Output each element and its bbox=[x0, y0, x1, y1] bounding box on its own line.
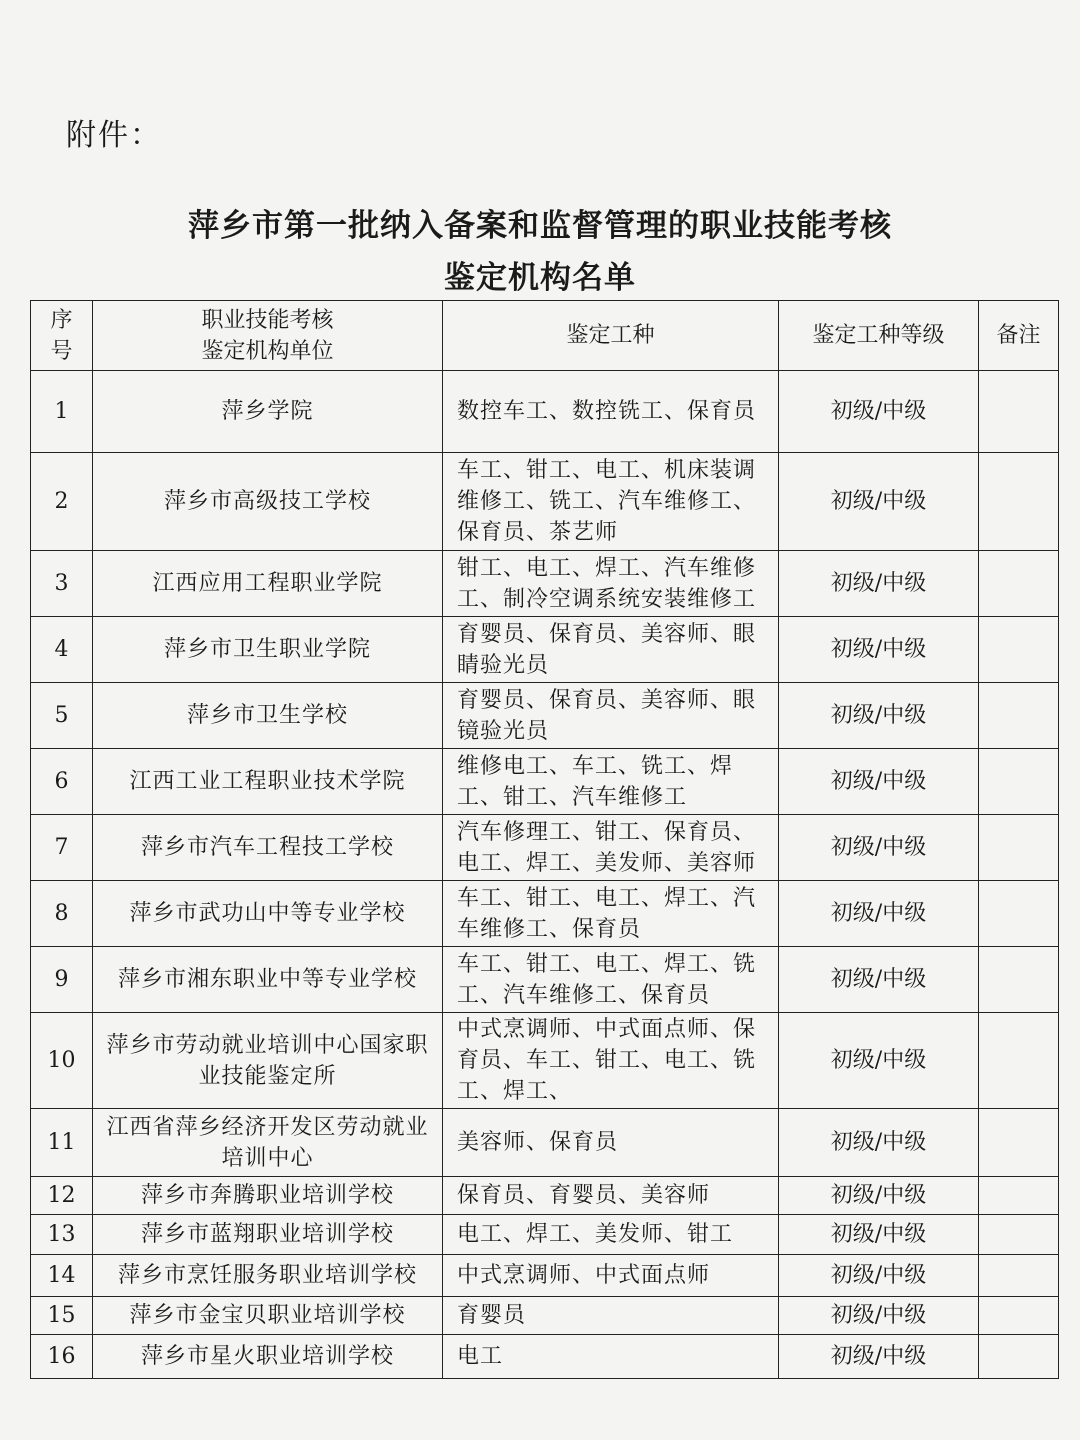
row-unit: 萍乡市蓝翔职业培训学校 bbox=[93, 1215, 443, 1255]
header-level: 鉴定工种等级 bbox=[779, 301, 979, 371]
row-seq: 10 bbox=[31, 1013, 93, 1109]
table-row bbox=[31, 1297, 1059, 1335]
row-level: 初级/中级 bbox=[779, 749, 979, 815]
row-jobs: 美容师、保育员 bbox=[443, 1109, 779, 1177]
row-seq: 1 bbox=[31, 371, 93, 453]
row-jobs: 汽车修理工、钳工、保育员、电工、焊工、美发师、美容师 bbox=[443, 815, 779, 881]
row-level: 初级/中级 bbox=[779, 881, 979, 947]
table-row bbox=[31, 815, 1059, 881]
row-unit: 萍乡市高级技工学校 bbox=[93, 453, 443, 551]
row-seq: 12 bbox=[31, 1177, 93, 1215]
document-title-line1: 萍乡市第一批纳入备案和监督管理的职业技能考核 bbox=[188, 208, 892, 244]
table-row bbox=[31, 1177, 1059, 1215]
header-unit-line2: 鉴定机构单位 bbox=[201, 338, 334, 364]
row-remark bbox=[979, 1335, 1059, 1379]
row-jobs: 电工 bbox=[443, 1335, 779, 1379]
row-jobs: 保育员、育婴员、美容师 bbox=[443, 1177, 779, 1215]
table-row bbox=[31, 453, 1059, 551]
row-level: 初级/中级 bbox=[779, 1297, 979, 1335]
header-remark: 备注 bbox=[979, 301, 1059, 371]
row-unit: 萍乡市金宝贝职业培训学校 bbox=[93, 1297, 443, 1335]
header-jobs: 鉴定工种 bbox=[443, 301, 779, 371]
row-unit: 萍乡市湘东职业中等专业学校 bbox=[93, 947, 443, 1013]
row-unit: 萍乡市汽车工程技工学校 bbox=[93, 815, 443, 881]
row-unit: 江西省萍乡经济开发区劳动就业培训中心 bbox=[93, 1109, 443, 1177]
row-level: 初级/中级 bbox=[779, 1215, 979, 1255]
row-level: 初级/中级 bbox=[779, 1335, 979, 1379]
table-header-row bbox=[31, 301, 1059, 371]
row-level: 初级/中级 bbox=[779, 683, 979, 749]
row-seq: 13 bbox=[31, 1215, 93, 1255]
table-row bbox=[31, 1013, 1059, 1109]
row-remark bbox=[979, 1255, 1059, 1297]
row-unit: 萍乡市卫生职业学院 bbox=[93, 617, 443, 683]
row-jobs: 钳工、电工、焊工、汽车维修工、制冷空调系统安装维修工 bbox=[443, 551, 779, 617]
row-seq: 15 bbox=[31, 1297, 93, 1335]
row-jobs: 维修电工、车工、铣工、焊工、钳工、汽车维修工 bbox=[443, 749, 779, 815]
row-seq: 8 bbox=[31, 881, 93, 947]
row-seq: 9 bbox=[31, 947, 93, 1013]
row-unit: 江西应用工程职业学院 bbox=[93, 551, 443, 617]
row-jobs: 育婴员 bbox=[443, 1297, 779, 1335]
table-row bbox=[31, 881, 1059, 947]
row-seq: 16 bbox=[31, 1335, 93, 1379]
row-level: 初级/中级 bbox=[779, 371, 979, 453]
row-remark bbox=[979, 1109, 1059, 1177]
row-remark bbox=[979, 1013, 1059, 1109]
header-seq-line2: 号 bbox=[50, 338, 73, 364]
row-remark bbox=[979, 371, 1059, 453]
row-remark bbox=[979, 683, 1059, 749]
row-level: 初级/中级 bbox=[779, 1013, 979, 1109]
row-level: 初级/中级 bbox=[779, 947, 979, 1013]
row-unit: 萍乡学院 bbox=[93, 371, 443, 453]
row-seq: 5 bbox=[31, 683, 93, 749]
table-row bbox=[31, 1215, 1059, 1255]
row-unit: 萍乡市劳动就业培训中心国家职业技能鉴定所 bbox=[93, 1013, 443, 1109]
row-jobs: 数控车工、数控铣工、保育员 bbox=[443, 371, 779, 453]
row-level: 初级/中级 bbox=[779, 1109, 979, 1177]
table-row bbox=[31, 1109, 1059, 1177]
table-row bbox=[31, 617, 1059, 683]
row-seq: 4 bbox=[31, 617, 93, 683]
row-level: 初级/中级 bbox=[779, 453, 979, 551]
attachment-label: 附件： bbox=[66, 118, 162, 153]
row-remark bbox=[979, 947, 1059, 1013]
row-seq: 7 bbox=[31, 815, 93, 881]
row-unit: 萍乡市卫生学校 bbox=[93, 683, 443, 749]
row-jobs: 育婴员、保育员、美容师、眼睛验光员 bbox=[443, 617, 779, 683]
row-remark bbox=[979, 551, 1059, 617]
row-unit: 萍乡市星火职业培训学校 bbox=[93, 1335, 443, 1379]
table-row bbox=[31, 1335, 1059, 1379]
row-level: 初级/中级 bbox=[779, 1255, 979, 1297]
row-jobs: 车工、钳工、电工、焊工、铣工、汽车维修工、保育员 bbox=[443, 947, 779, 1013]
row-level: 初级/中级 bbox=[779, 617, 979, 683]
row-seq: 3 bbox=[31, 551, 93, 617]
row-remark bbox=[979, 1297, 1059, 1335]
row-unit: 萍乡市烹饪服务职业培训学校 bbox=[93, 1255, 443, 1297]
institution-table bbox=[30, 300, 1059, 1379]
row-remark bbox=[979, 1177, 1059, 1215]
row-remark bbox=[979, 453, 1059, 551]
row-level: 初级/中级 bbox=[779, 551, 979, 617]
document-title-line2: 鉴定机构名单 bbox=[444, 260, 636, 296]
header-unit bbox=[93, 301, 443, 371]
table-row bbox=[31, 1255, 1059, 1297]
table-row bbox=[31, 371, 1059, 453]
row-remark bbox=[979, 815, 1059, 881]
row-remark bbox=[979, 881, 1059, 947]
row-level: 初级/中级 bbox=[779, 815, 979, 881]
row-seq: 14 bbox=[31, 1255, 93, 1297]
row-unit: 江西工业工程职业技术学院 bbox=[93, 749, 443, 815]
table-row bbox=[31, 551, 1059, 617]
header-seq-line1: 序 bbox=[50, 307, 73, 333]
row-unit: 萍乡市奔腾职业培训学校 bbox=[93, 1177, 443, 1215]
row-seq: 11 bbox=[31, 1109, 93, 1177]
table-row bbox=[31, 749, 1059, 815]
row-seq: 6 bbox=[31, 749, 93, 815]
table-row bbox=[31, 947, 1059, 1013]
row-remark bbox=[979, 617, 1059, 683]
row-jobs: 电工、焊工、美发师、钳工 bbox=[443, 1215, 779, 1255]
row-jobs: 育婴员、保育员、美容师、眼镜验光员 bbox=[443, 683, 779, 749]
header-seq bbox=[31, 301, 93, 371]
table-row bbox=[31, 683, 1059, 749]
row-jobs: 车工、钳工、电工、机床装调维修工、铣工、汽车维修工、保育员、茶艺师 bbox=[443, 453, 779, 551]
row-jobs: 中式烹调师、中式面点师、保育员、车工、钳工、电工、铣工、焊工、 bbox=[443, 1013, 779, 1109]
row-seq: 2 bbox=[31, 453, 93, 551]
row-remark bbox=[979, 749, 1059, 815]
header-unit-line1: 职业技能考核 bbox=[201, 307, 334, 333]
row-level: 初级/中级 bbox=[779, 1177, 979, 1215]
row-remark bbox=[979, 1215, 1059, 1255]
row-unit: 萍乡市武功山中等专业学校 bbox=[93, 881, 443, 947]
row-jobs: 车工、钳工、电工、焊工、汽车维修工、保育员 bbox=[443, 881, 779, 947]
row-jobs: 中式烹调师、中式面点师 bbox=[443, 1255, 779, 1297]
